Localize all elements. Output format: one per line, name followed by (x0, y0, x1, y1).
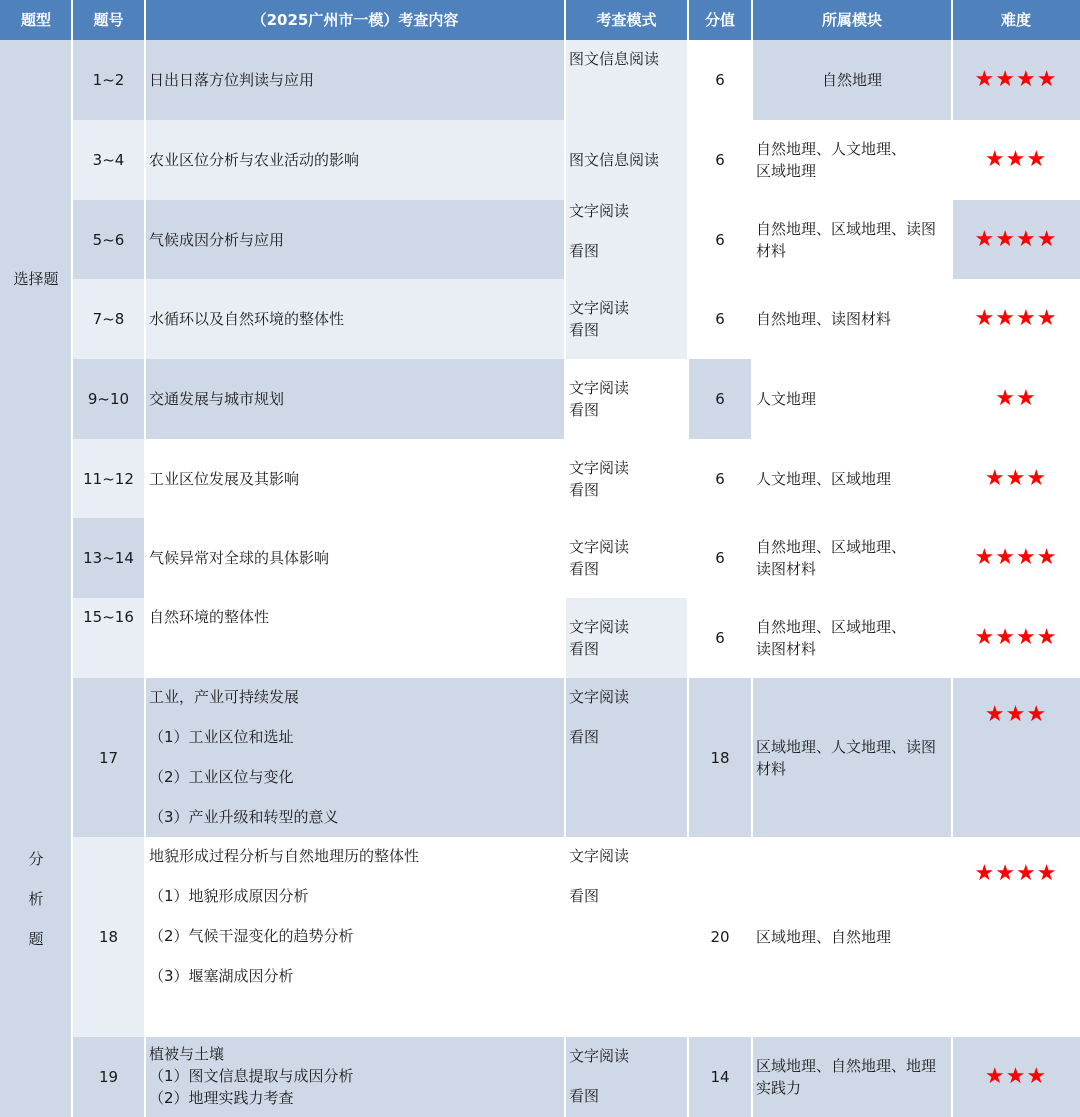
question-number (72, 837, 145, 1037)
question-number (72, 359, 145, 439)
header-number-label: 题号 (93, 11, 124, 29)
difficulty-cell (952, 598, 1080, 678)
column-divider (687, 0, 689, 1117)
module-cell (752, 279, 952, 359)
module-text: 自然地理 (821, 71, 882, 89)
module-text: 自然地理、人文地理、 (756, 140, 907, 158)
content-text: 植被与土壤 (149, 1045, 225, 1063)
difficulty-cell (952, 439, 1080, 518)
module-cell (752, 359, 952, 439)
mode-text: 看图 (569, 560, 600, 578)
score-text: 18 (710, 748, 730, 767)
header-mode-label: 考查模式 (596, 11, 657, 29)
score-cell (688, 120, 752, 200)
content-text: 水循环以及自然环境的整体性 (149, 310, 345, 328)
module-cell (752, 200, 952, 279)
module-text: 读图材料 (756, 560, 817, 578)
module-cell (752, 120, 952, 200)
content-text: 气候成因分析与应用 (149, 230, 285, 249)
mode-text: 文字阅读 (569, 458, 630, 477)
difficulty-stars: ★★★ (984, 1064, 1048, 1089)
module-text: 区域地理 (756, 162, 817, 180)
module-cell (752, 518, 952, 598)
content-text: 工业区位发展及其影响 (149, 469, 300, 488)
mode-text: 看图 (569, 640, 600, 658)
group-analysis-char: 题 (28, 930, 44, 948)
content-text: 工业，产业可持续发展 (149, 688, 300, 706)
question-number-text: 17 (98, 748, 119, 767)
difficulty-cell (952, 40, 1080, 120)
content-cell (145, 279, 565, 359)
content-text: （2）工业区位与变化 (149, 768, 294, 786)
score-text: 6 (715, 549, 725, 567)
header-module-label: 所属模块 (821, 11, 882, 29)
module-text: 材料 (756, 241, 787, 260)
mode-text: 文字阅读 (569, 299, 630, 317)
mode-cell (565, 279, 688, 359)
content-text: （3）产业升级和转型的意义 (149, 808, 339, 826)
difficulty-stars: ★★★★ (974, 67, 1058, 92)
module-text: 自然地理、区域地理、读图 (756, 219, 937, 238)
mode-text: 文字阅读 (569, 847, 630, 865)
content-text: （1）工业区位和选址 (149, 728, 294, 746)
score-cell (688, 40, 752, 120)
module-cell (752, 40, 952, 120)
difficulty-cell (952, 279, 1080, 359)
score-text: 14 (710, 1068, 730, 1086)
mode-cell (565, 598, 688, 678)
content-cell (145, 120, 565, 200)
question-number-text: 15~16 (83, 608, 134, 626)
question-number (72, 200, 145, 279)
module-text: 区域地理、自然地理 (756, 928, 892, 946)
module-text: 自然地理、读图材料 (756, 310, 892, 328)
group-analysis (0, 518, 72, 1117)
difficulty-stars: ★★★ (984, 465, 1048, 491)
column-divider (71, 0, 73, 1117)
mode-text: 看图 (569, 480, 600, 499)
difficulty-stars: ★★★ (984, 702, 1048, 727)
question-number (72, 279, 145, 359)
mode-cell (565, 1037, 688, 1117)
content-cell (145, 439, 565, 518)
module-text: 区域地理、人文地理、读图 (756, 737, 937, 756)
content-text: 气候异常对全球的具体影响 (149, 549, 330, 567)
difficulty-stars: ★★★★ (974, 226, 1058, 252)
content-text: （2）地理实践力考查 (149, 1089, 294, 1107)
question-number-text: 3~4 (92, 151, 125, 169)
header-score-label: 分值 (704, 11, 735, 29)
mode-text: 文字阅读 (569, 538, 630, 556)
content-text: 日出日落方位判读与应用 (149, 71, 315, 89)
score-cell (688, 678, 752, 837)
question-number (72, 439, 145, 518)
mode-text: 文字阅读 (569, 1047, 630, 1065)
question-number (72, 120, 145, 200)
question-number (72, 1037, 145, 1117)
difficulty-stars: ★★ (995, 386, 1037, 411)
difficulty-stars: ★★★★ (974, 625, 1058, 650)
difficulty-stars: ★★★★ (974, 861, 1058, 886)
difficulty-cell (952, 837, 1080, 1037)
mode-cell (565, 439, 688, 518)
column-divider (564, 0, 566, 1117)
group-choice-label: 选择题 (13, 270, 59, 288)
group-analysis-char: 分 (28, 850, 44, 868)
mode-cell (565, 359, 688, 439)
group-choice (0, 40, 72, 518)
module-cell (752, 1037, 952, 1117)
module-text: 人文地理 (756, 390, 817, 408)
mode-text: 看图 (569, 321, 600, 339)
question-number-text: 9~10 (87, 390, 130, 408)
content-text: 农业区位分析与农业活动的影响 (149, 151, 360, 169)
question-number-text: 13~14 (83, 549, 134, 567)
mode-cell (565, 837, 688, 1037)
mode-text: 看图 (569, 1087, 600, 1105)
difficulty-cell (952, 678, 1080, 837)
score-cell (688, 518, 752, 598)
mode-text: 看图 (569, 241, 600, 260)
header-number (72, 0, 145, 40)
content-cell (145, 518, 565, 598)
module-text: 材料 (756, 759, 787, 778)
content-cell (145, 359, 565, 439)
module-text: 实践力 (756, 1079, 802, 1097)
question-number-text: 1~2 (92, 71, 125, 89)
question-number (72, 678, 145, 837)
mode-cell (565, 518, 688, 598)
score-text: 6 (715, 310, 725, 328)
mode-text: 文字阅读 (569, 688, 630, 706)
content-cell (145, 598, 565, 678)
column-divider (144, 0, 146, 1117)
question-number-text: 11~12 (83, 469, 134, 488)
question-number-text: 18 (98, 928, 119, 946)
content-text: （1）地貌形成原因分析 (149, 887, 309, 905)
content-cell (145, 837, 565, 1037)
module-text: 自然地理、区域地理、 (756, 618, 907, 636)
mode-cell (565, 200, 688, 279)
score-text: 6 (715, 230, 725, 249)
module-text: 读图材料 (756, 640, 817, 658)
mode-cell (565, 120, 688, 200)
content-cell (145, 40, 565, 120)
score-text: 20 (710, 928, 730, 946)
score-cell (688, 837, 752, 1037)
question-number-text: 7~8 (92, 310, 125, 328)
mode-text: 文字阅读 (569, 618, 630, 636)
header-type (0, 0, 72, 40)
score-cell (688, 1037, 752, 1117)
content-text: （1）图文信息提取与成因分析 (149, 1067, 354, 1085)
content-text: 交通发展与城市规划 (149, 390, 285, 408)
content-text: 地貌形成过程分析与自然地理历的整体性 (149, 847, 420, 865)
mode-text: 图文信息阅读 (569, 50, 660, 68)
group-analysis-char: 析 (28, 890, 44, 908)
header-type-label: 题型 (20, 11, 51, 29)
score-text: 6 (715, 390, 725, 408)
score-text: 6 (715, 71, 725, 89)
difficulty-cell (952, 200, 1080, 279)
mode-cell (565, 678, 688, 837)
mode-text: 图文信息阅读 (569, 151, 660, 169)
header-difficulty-label: 难度 (1000, 11, 1031, 29)
mode-text: 文字阅读 (569, 201, 630, 220)
question-number (72, 598, 145, 678)
mode-text: 看图 (569, 401, 600, 419)
header-difficulty (952, 0, 1080, 40)
score-cell (688, 200, 752, 279)
content-text: 自然环境的整体性 (149, 608, 270, 626)
content-cell (145, 200, 565, 279)
header-module (752, 0, 952, 40)
header-mode (565, 0, 688, 40)
score-text: 6 (715, 629, 725, 647)
content-text: （3）堰塞湖成因分析 (149, 967, 294, 985)
score-cell (688, 359, 752, 439)
mode-text: 看图 (569, 728, 600, 746)
module-cell (752, 598, 952, 678)
module-text: 人文地理、区域地理 (756, 469, 892, 488)
mode-text: 文字阅读 (569, 379, 630, 397)
question-number (72, 40, 145, 120)
header-score (688, 0, 752, 40)
group-analysis-label (28, 848, 43, 968)
module-cell (752, 678, 952, 837)
difficulty-cell (952, 518, 1080, 598)
header-content (145, 0, 565, 40)
question-number-text: 19 (98, 1068, 119, 1086)
score-cell (688, 279, 752, 359)
score-text: 6 (715, 469, 725, 488)
content-cell (145, 678, 565, 837)
module-cell (752, 439, 952, 518)
module-text: 自然地理、区域地理、 (756, 538, 907, 556)
difficulty-stars: ★★★★ (974, 306, 1058, 331)
difficulty-stars: ★★★ (984, 147, 1048, 172)
difficulty-cell (952, 120, 1080, 200)
mode-cell (565, 40, 688, 120)
module-cell (752, 837, 952, 1037)
score-cell (688, 439, 752, 518)
score-text: 6 (715, 151, 725, 169)
question-number (72, 518, 145, 598)
content-cell (145, 1037, 565, 1117)
difficulty-cell (952, 359, 1080, 439)
difficulty-stars: ★★★★ (974, 545, 1058, 570)
difficulty-cell (952, 1037, 1080, 1117)
header-content-label: （2025广州市一模）考查内容 (251, 11, 459, 29)
score-cell (688, 598, 752, 678)
content-text: （2）气候干湿变化的趋势分析 (149, 927, 354, 945)
column-divider (751, 0, 753, 1117)
mode-text: 看图 (569, 887, 600, 905)
column-divider (951, 0, 953, 1117)
module-text: 区域地理、自然地理、地理 (756, 1057, 937, 1075)
question-number-text: 5~6 (92, 230, 125, 249)
